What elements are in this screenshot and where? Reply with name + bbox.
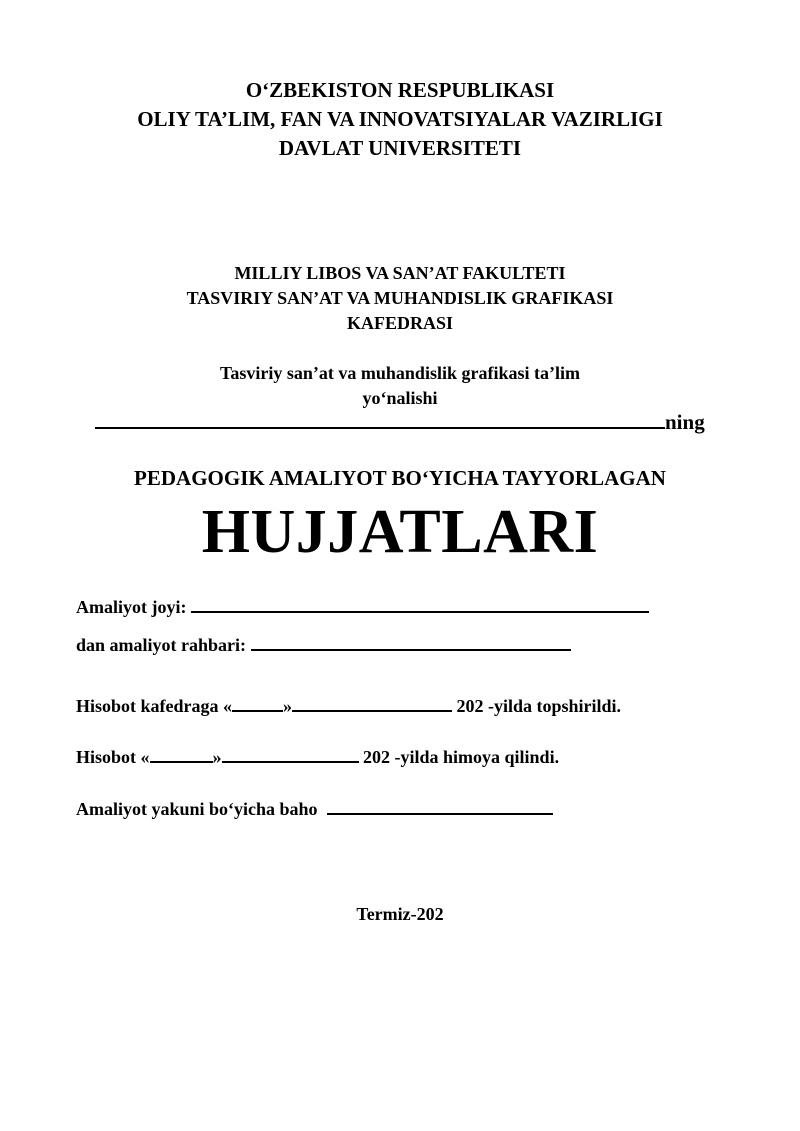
submitted-mid: » bbox=[283, 696, 293, 716]
department-label: KAFEDRASI bbox=[346, 313, 453, 333]
document-subtitle: PEDAGOGIK AMALIYOT BO‘YICHA TAYYORLAGAN bbox=[134, 466, 666, 490]
place-year: Termiz-202 bbox=[356, 904, 444, 924]
submitted-prefix: Hisobot kafedraga « bbox=[76, 696, 233, 716]
submitted-field bbox=[76, 693, 621, 717]
supervisor-field bbox=[76, 632, 571, 656]
submitted-suffix: 202 -yilda topshirildi. bbox=[452, 696, 622, 716]
student-name-line bbox=[95, 410, 705, 435]
defended-suffix: 202 -yilda himoya qilindi. bbox=[358, 747, 560, 767]
ministry-name: OLIY TA’LIM, FAN VA INNOVATSIYALAR VAZIRLIGI bbox=[137, 107, 663, 131]
practice-place-label: Amaliyot joyi: bbox=[76, 597, 187, 617]
submitted-day-blank bbox=[232, 693, 283, 712]
student-name-blank bbox=[95, 410, 665, 429]
defended-prefix: Hisobot « bbox=[76, 747, 150, 767]
department-name: TASVIRIY SAN’AT VA MUHANDISLIK GRAFIKASI bbox=[186, 288, 614, 308]
practice-place-field bbox=[76, 594, 649, 618]
defended-mid: » bbox=[212, 747, 222, 767]
faculty-name: MILLIY LIBOS VA SAN’AT FAKULTETI bbox=[234, 263, 566, 283]
direction-label: yo‘nalishi bbox=[362, 388, 438, 408]
university-name: DAVLAT UNIVERSITETI bbox=[278, 136, 522, 160]
supervisor-label: dan amaliyot rahbari: bbox=[76, 635, 247, 655]
document-title: HUJJATLARI bbox=[201, 498, 599, 566]
defended-day-blank bbox=[150, 744, 213, 763]
direction-name: Tasviriy san’at va muhandislik grafikasi ta’lim bbox=[220, 363, 580, 383]
defended-month-blank bbox=[222, 744, 359, 763]
student-name-suffix: ning bbox=[665, 410, 705, 434]
submitted-month-blank bbox=[292, 693, 452, 712]
supervisor-blank bbox=[251, 632, 571, 651]
practice-place-blank bbox=[191, 594, 649, 613]
grade-field bbox=[76, 796, 553, 820]
grade-label: Amaliyot yakuni bo‘yicha baho bbox=[76, 799, 318, 819]
grade-blank bbox=[327, 796, 553, 815]
ministry-country: O‘ZBEKISTON RESPUBLIKASI bbox=[245, 78, 555, 102]
defended-field bbox=[76, 744, 559, 768]
